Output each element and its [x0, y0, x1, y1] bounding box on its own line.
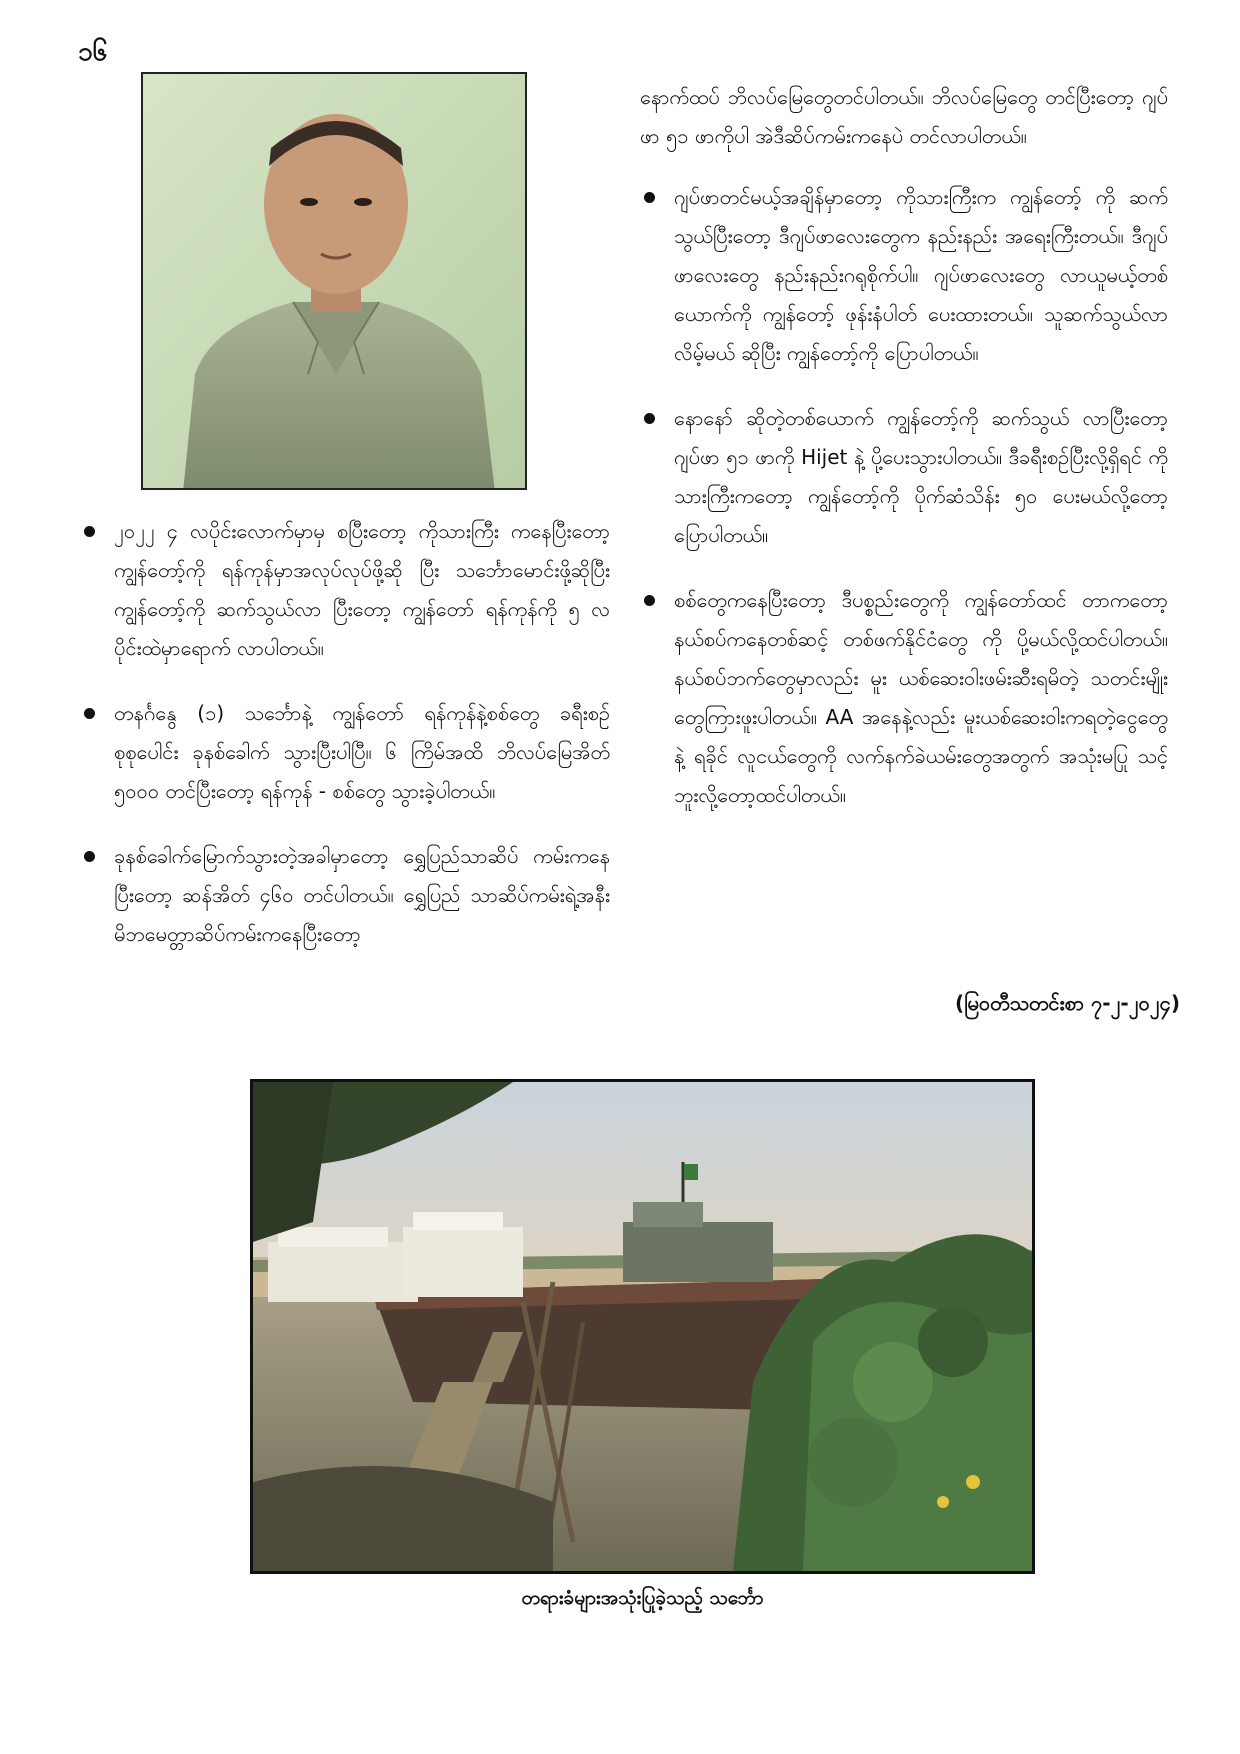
right-column — [640, 78, 1168, 841]
list-item — [640, 178, 1168, 373]
list-item — [640, 399, 1168, 555]
bullet-icon — [644, 413, 655, 424]
continuation-paragraph: နောက်ထပ် ဘိလပ်မြေတွေတင်ပါတယ်။ ဘိလပ်မြေတွေ တင်ပြီးတော့ ဂျပ်ဖာ ၅၁ ဖာကိုပါ အဲဒီဆိပ်ကမ်းကနေပဲ တင်လာပါတယ်။ — [640, 85, 1168, 148]
boat-photo — [250, 1079, 1035, 1574]
list-item — [80, 512, 610, 668]
bullet-text: နောနော် ဆိုတဲ့တစ်ယောက် ကျွန်တော့်ကို ဆက်သွယ် လာပြီးတော့ ဂျပ်ဖာ ၅၁ ဖာကို Hijet နဲ့ ပို့ပေးသွားပါတယ်။ ဒီခရီးစဉ်ပြီးလို့ရှိရင် ကိုသားကြီးကတော့ ကျွန်တော့်ကို ပိုက်ဆံသိန်း ၅၀ ပေးမယ်လို့တော့ ပြောပါတယ်။ — [674, 406, 1168, 547]
page-number: ၁၆ — [78, 37, 108, 67]
photo-caption: တရားခံများအသုံးပြုခဲ့သည့် သင်္ဘော — [521, 1587, 764, 1609]
source-citation: (မြဝတီသတင်းစာ ၇-၂-၂၀၂၄) — [954, 991, 1180, 1015]
bullet-text: ဂျပ်ဖာတင်မယ့်အချိန်မှာတော့ ကိုသားကြီးက ကျွန်တော့် ကို ဆက်သွယ်ပြီးတော့ ဒီဂျပ်ဖာလေးတွေက နည်းနည်း အရေးကြီးတယ်။ ဒီဂျပ်ဖာလေးတွေ နည်းနည်းဂရုစိုက်ပါ။ ဂျပ်ဖာလေးတွေ လာယူမယ့်တစ်ယောက်ကို ကျွန်တော့် ဖုန်းနံပါတ် ပေးထားတယ်။ သူဆက်သွယ်လာလိမ့်မယ် ဆိုပြီး ကျွန်တော့်ကို ပြောပါတယ်။ — [674, 185, 1168, 365]
bullet-text: စစ်တွေကနေပြီးတော့ ဒီပစ္စည်းတွေကို ကျွန်တော်ထင် တာကတော့ နယ်စပ်ကနေတစ်ဆင့် တစ်ဖက်နိုင်ငံတွေ ကို ပို့မယ်လို့ထင်ပါတယ်။ နယ်စပ်ဘက်တွေမှာလည်း မူး ယစ်ဆေးဝါးဖမ်းဆီးရမိတဲ့ သတင်းမျိုးတွေကြားဖူးပါတယ်။ AA အနေနဲ့လည်း မူးယစ်ဆေးဝါးကရတဲ့ငွေတွေနဲ့ ရခိုင် လူငယ်တွေကို လက်နက်ခဲယမ်းတွေအတွက် အသုံးမပြု သင့်ဘူးလို့တော့ထင်ပါတယ်။ — [674, 588, 1168, 807]
bullet-icon — [84, 851, 95, 862]
portrait-photo — [141, 72, 527, 490]
bullet-icon — [84, 526, 95, 537]
bullet-icon — [644, 595, 655, 606]
bullet-icon — [644, 192, 655, 203]
bullet-text: တနင်္ဂနွေ (၁) သင်္ဘောနဲ့ ကျွန်တော် ရန်ကုန်နဲ့စစ်တွေ ခရီးစဉ် စုစုပေါင်း ခုနစ်ခေါက် သွားပြီးပါပြီ။ ၆ ကြိမ်အထိ ဘိလပ်မြေအိတ် ၅၀၀၀ တင်ပြီးတော့ ရန်ကုန် - စစ်တွေ သွားခဲ့ပါတယ်။ — [114, 701, 610, 803]
list-item — [80, 837, 610, 954]
list-item — [80, 694, 610, 811]
bullet-text: ခုနစ်ခေါက်မြောက်သွားတဲ့အခါမှာတော့ ရွှေပြည်သာဆိပ် ကမ်းကနေပြီးတော့ ဆန်အိတ် ၄၆၀ တင်ပါတယ်။ ရွှေပြည် သာဆိပ်ကမ်းရဲ့အနီး မိဘမေတ္တာဆိပ်ကမ်းကနေပြီးတော့ — [114, 844, 610, 946]
bullet-text: ၂၀၂၂ ၄ လပိုင်းလောက်မှာမှ စပြီးတော့ ကိုသားကြီး ကနေပြီးတော့ ကျွန်တော့်ကို ရန်ကုန်မှာအလုပ်လုပ်ဖို့ဆို ပြီး သင်္ဘောမောင်းဖို့ဆိုပြီး ကျွန်တော့်ကို ဆက်သွယ်လာ ပြီးတော့ ကျွန်တော် ရန်ကုန်ကို ၅ လ ပိုင်းထဲမှာရောက် လာပါတယ်။ — [114, 519, 610, 660]
list-item — [640, 581, 1168, 815]
bullet-icon — [84, 708, 95, 719]
left-column — [80, 512, 610, 980]
